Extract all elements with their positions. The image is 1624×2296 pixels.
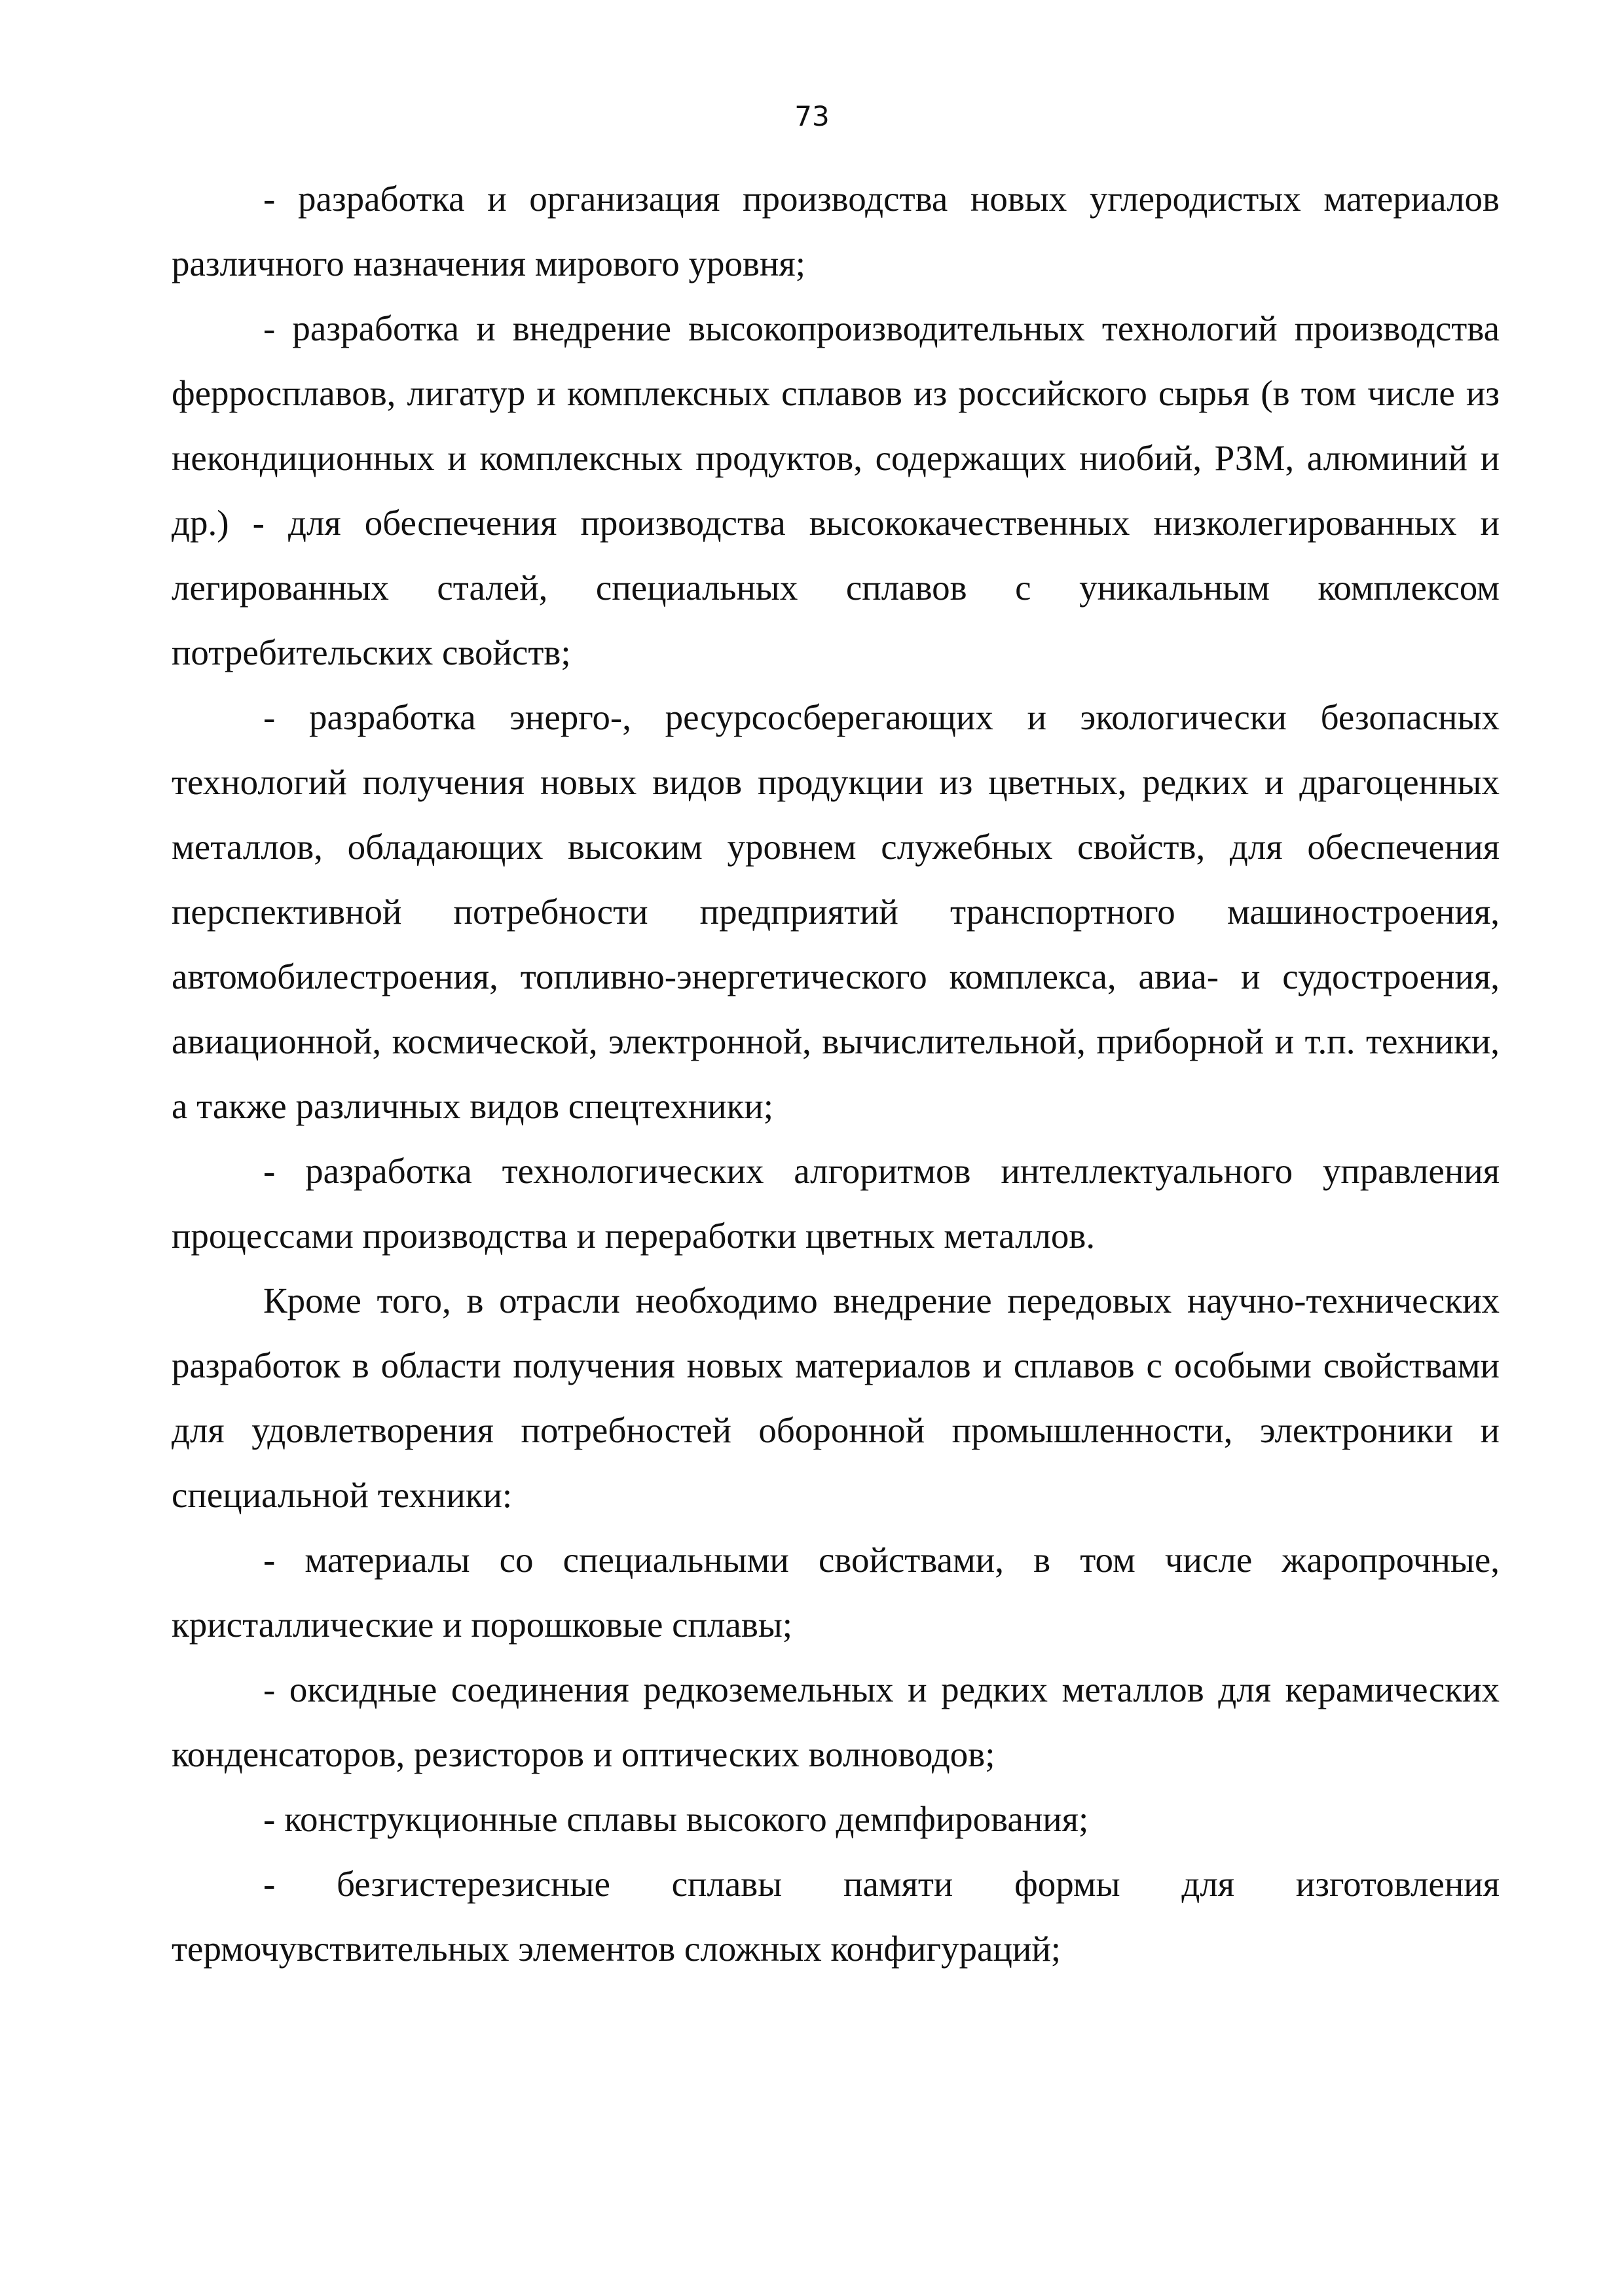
paragraph-shape-memory-alloys: - безгистерезисные сплавы памяти формы для изготовления термочувствительных элементов сложных конфигураций; xyxy=(172,1864,1500,1969)
paragraph-ferroalloys: - разработка и внедрение высокопроизводительных технологий производства ферросплавов, лигатур и комплексных сплавов из российского сырья (в том числе из некондиционных и комплексных продуктов, содержащих ниобий, РЗМ, алюминий и др.) - для обеспечения производства высококачественных низколегированных и легированных сталей, специальных сплавов с уникальным комплексом потребительских свойств; xyxy=(172,308,1500,672)
paragraph-oxide-compounds: - оксидные соединения редкоземельных и редких металлов для керамических конденсаторов, резисторов и оптических волноводов; xyxy=(172,1669,1500,1774)
document-body xyxy=(172,166,1500,1981)
page-number: 73 xyxy=(794,100,830,132)
paragraph-special-materials: - материалы со специальными свойствами, в том числе жаропрочные, кристаллические и порошковые сплавы; xyxy=(172,1540,1500,1645)
paragraph-control-algorithms: - разработка технологических алгоритмов интеллектуального управления процессами производства и переработки цветных металлов. xyxy=(172,1151,1500,1256)
paragraph-carbon-materials: - разработка и организация производства новых углеродистых материалов различного назначения мирового уровня; xyxy=(172,179,1500,283)
paragraph-advanced-developments: Кроме того, в отрасли необходимо внедрение передовых научно-технических разработок в области получения новых материалов и сплавов с особыми свойствами для удовлетворения потребностей оборонной промышленности, электроники и специальной техники: xyxy=(172,1281,1500,1515)
paragraph-damping-alloys: - конструкционные сплавы высокого демпфирования; xyxy=(263,1799,1089,1839)
paragraph-energy-saving-technologies: - разработка энерго-, ресурсосберегающих и экологически безопасных технологий получения новых видов продукции из цветных, редких и драгоценных металлов, обладающих высоким уровнем служебных свойств, для обеспечения перспективной потребности предприятий транспортного машиностроения, автомобилестроения, топливно-энергетического комплекса, авиа- и судостроения, авиационной, космической, электронной, вычислительной, приборной и т.п. техники, а также различных видов спецтехники; xyxy=(172,697,1500,1126)
